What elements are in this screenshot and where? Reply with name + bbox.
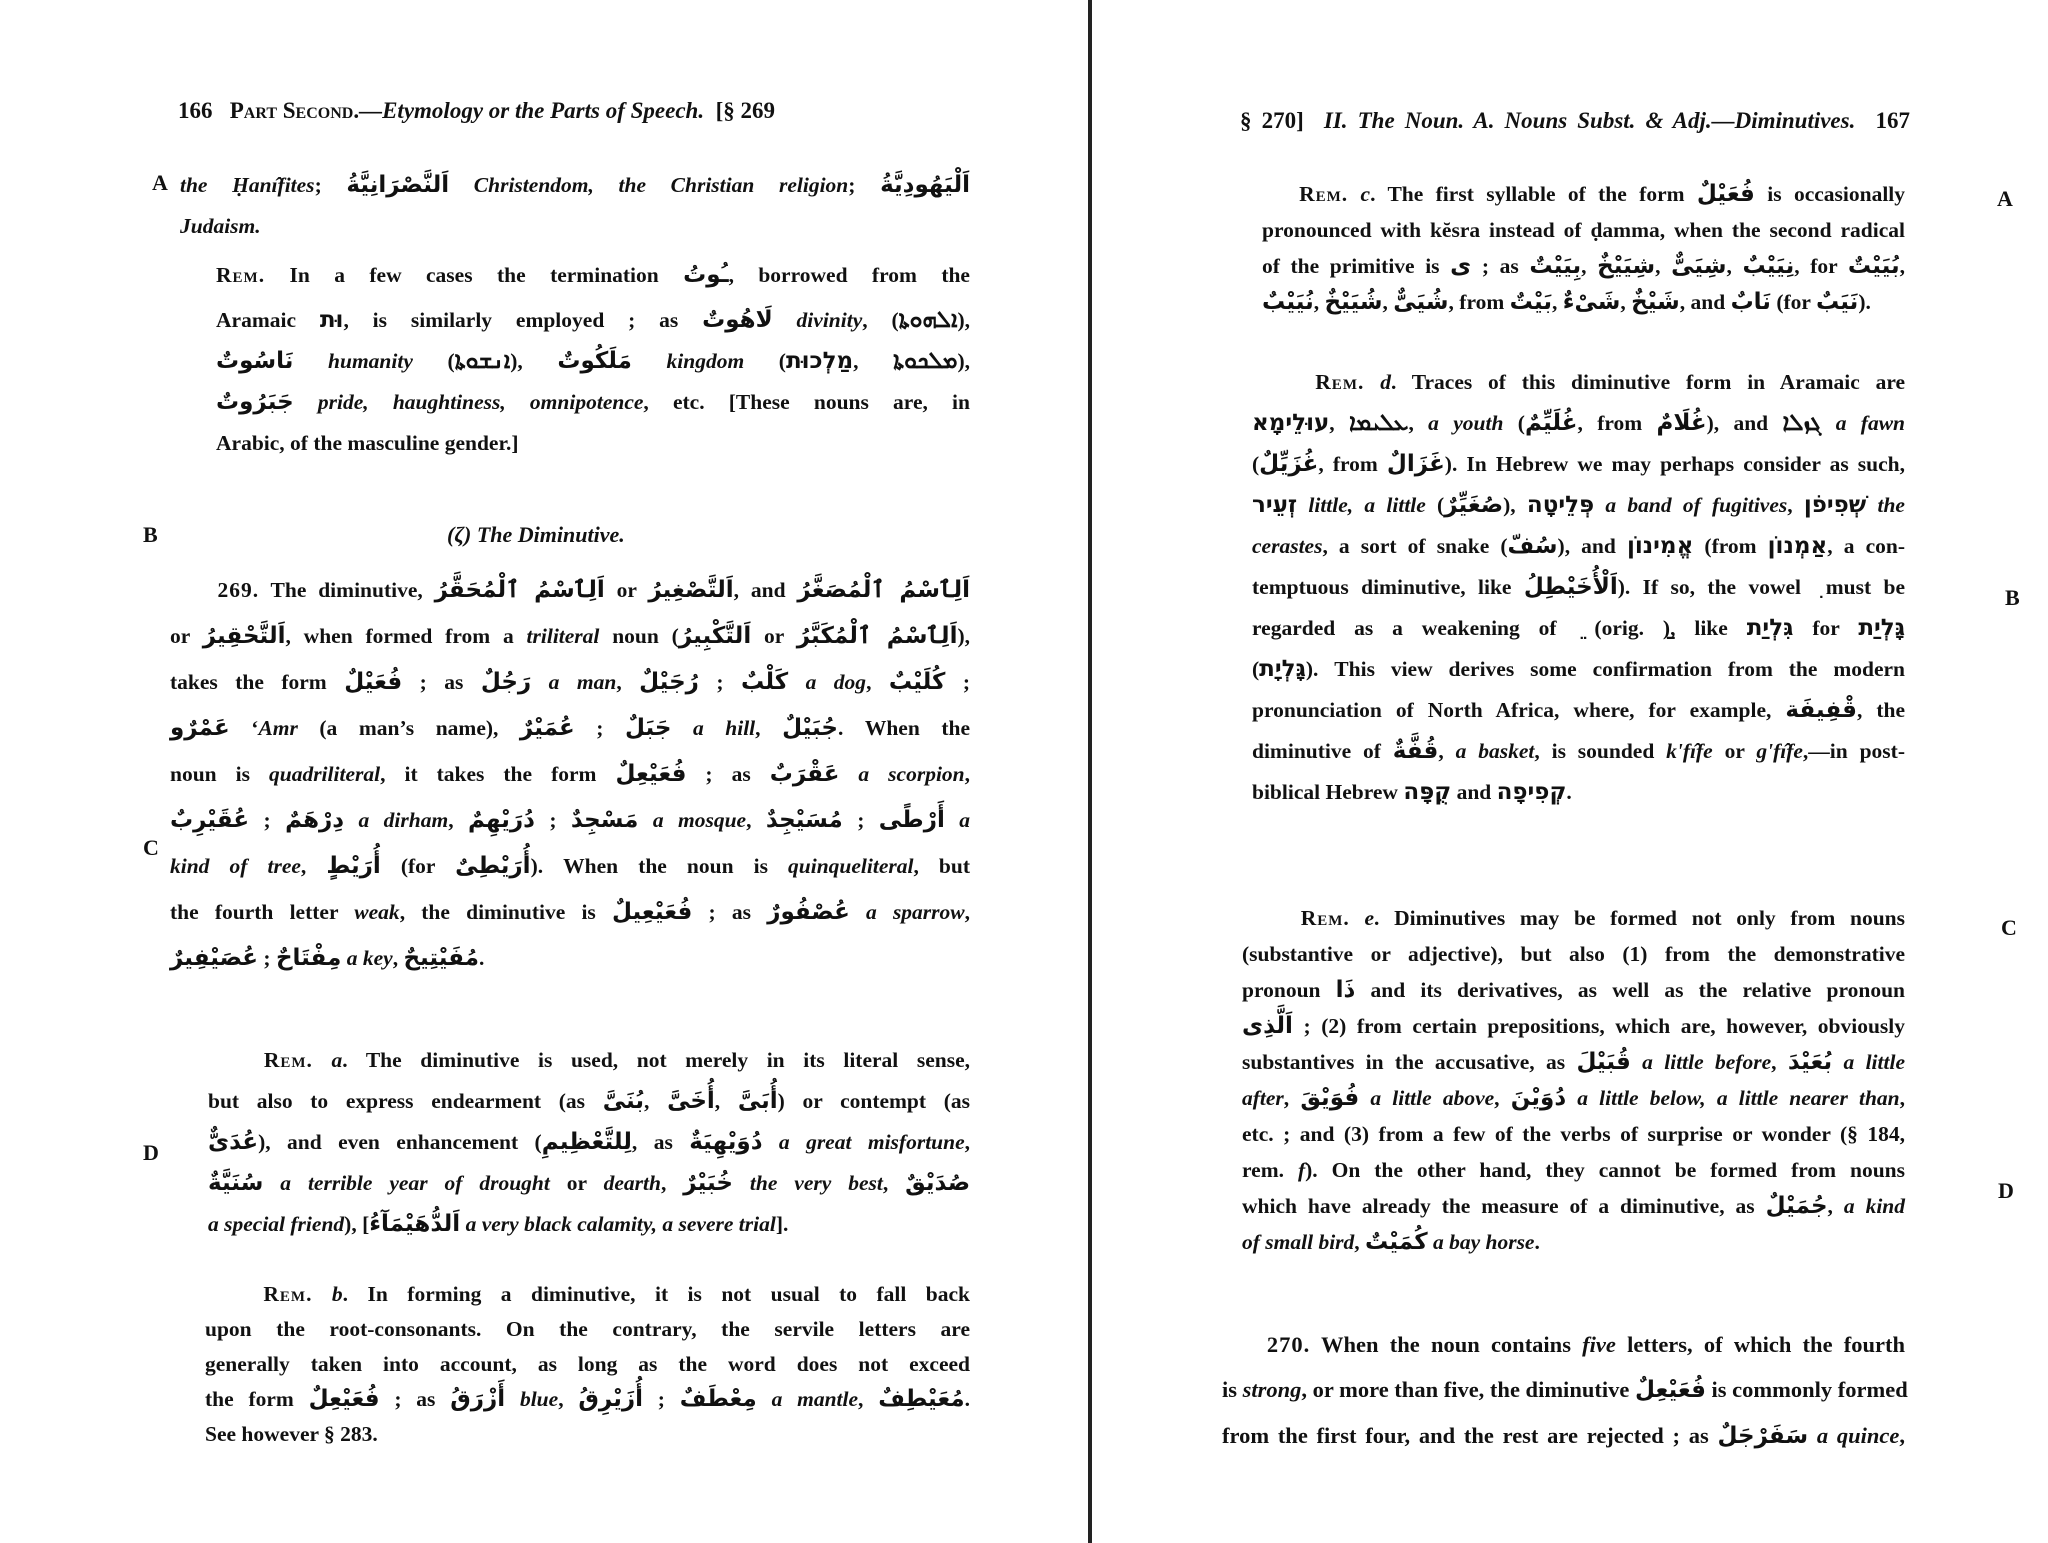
margin-letter-a: A <box>152 170 168 195</box>
section-title-text: (ζ) The Diminutive. <box>447 522 625 547</box>
left-rem-continued: Aramaic וּת, is similarly employed ; as لَاهُوتٌ divinity, (ܐܠܗܘܬܐ), نَاسُوتٌ humanity (ܐܢܫܘܬܐ), مَلَكُوتٌ kingdom (מַלְכוּת, ܡܠܟܘܬܐ), جَبَرُوتٌ pride, haughtiness, omnipotence, etc. [These nouns are, in Arabic, of the masculine gender.] <box>216 307 971 455</box>
left-header-part: Part Second. <box>229 98 360 123</box>
left-header-title: —Etymology or the Parts of Speech. <box>359 98 705 123</box>
left-page-number: 166 <box>178 98 213 123</box>
right-page-header <box>1240 108 1910 134</box>
left-intro-paragraph: the Ḥanı̂fites; اَلنَّصْرَانِيَّةُ Christendom, the Christian religion; اَلْيَهُودِيَّةُ Judaism. <box>180 172 970 238</box>
margin-letter-d: D <box>143 1140 159 1165</box>
rem-a-paragraph: Rem. a. The diminutive is used, not merely in its literal sense, but also to express endearment (as بُنَىَّ, أُخَىَّ, أُبَىَّ) or contempt (as عُدَىٌّ), and even enhancement (لِلتَّعْظِيمِ, as دُوَيْهِيَةٌ a great misfortune, سُنَيَّةٌ a terrible year of drought or dearth, خُبَيْرٌ the very best, صُدَيْقٌ a special friend), [اَلدُّهَيْمَآءُ a very black calamity, a severe trial]. <box>208 1048 971 1237</box>
right-page-number: 167 <box>1875 108 1910 133</box>
left-rem-paragraph: Rem. In a few cases the termination ـُوتُ, borrowed from the <box>216 262 970 288</box>
rem-b-paragraph: Rem. b. In forming a diminutive, it is not usual to fall back upon the root-consonants. On the contrary, the servile letters are generally taken into account, as long as the word does not exceed the form فُعَيْعِلٌ ; as أَزْرَقُ blue, أُزَيْرِقُ ; مِعْطَفٌ a mantle, مُعَيْطِفٌ. See however § 283. <box>205 1282 971 1446</box>
right-margin-letter-c: C <box>2001 915 2017 940</box>
margin-letter-b: B <box>143 522 158 547</box>
left-header-section: [§ 269 <box>715 98 775 123</box>
rem-d-paragraph: Rem. d. Traces of this diminutive form in Aramaic are עוּלֵימָא, ܥܠܝܡܐ, a youth (غُلَيِّمٌ, from غُلَامٌ), and ܓܙܠܐ a fawn (غُزَيِّلٌ, from غَزَالٌ). In Hebrew we may perhaps consider as such, זְעֵיר little, a little (صُغَيِّرٌ), פְּלֵיטָה a band of fugitives, שְׁפִיפֹן the cerastes, a sort of snake (سُفّ), and אֱמִינוֹן (from אַמְנוֹן, a con- temptuous diminutive, like اَلْأُخَيْطِلُ). If so, the vowel must be regarded as a weakening of (orig. ), like גִּלְיַת for גָּלְיַת (גָּלְיָת). This view derives some confirmation from the modern pronunciation of North Africa, where, for example, قْفِيفَة, the diminutive of قُفَّةٌ, a basket, is sounded k'fı̂fe or g'fı̂fe,—in post- biblical Hebrew קֻפָּה and קְפִיפָה. <box>1252 370 1906 805</box>
margin-letter-c: C <box>143 835 159 860</box>
left-page-header <box>178 98 775 124</box>
paragraph-269: 269. The diminutive, اَلِٱسْمُ ٱلْمُحَقَّرُ or اَلتَّصْغِيرُ, and اَلِٱسْمُ ٱلْمُصَغَّرُ or اَلتَّحْقِيرُ, when formed from a triliteral noun (اَلتَّكْبِيرُ or اَلِٱسْمُ ٱلْمُكَبَّرُ), takes the form فُعَيْلٌ ; as رَجُلٌ a man, رُجَيْلٌ ; كَلْبٌ a dog, كُلَيْبٌ ; عَمْرٌو ‘Amr (a man’s name), عُمَيْرٌ ; جَبَلٌ a hill, جُبَيْلٌ. When the noun is quadriliteral, it takes the form فُعَيْعِلٌ ; as عَقْرَبٌ a scorpion, عُقَيْرِبٌ ; دِرْهَمٌ a dirham, دُرَيْهِمٌ ; مَسْجِدٌ a mosque, مُسَيْجِدٌ ; أَرْطًى a kind of tree, أُرَيْطٍ (for أُرَيْطِىٌ). When the noun is quinqueliteral, but the fourth letter weak, the diminutive is فُعَيْعِيلٌ ; as عُصْفُورٌ a sparrow, عُصَيْفِيرٌ ; مِفْتَاحٌ a key, مُفَيْتِيحٌ. <box>170 577 971 971</box>
right-margin-letter-a: A <box>1997 186 2013 211</box>
section-title-diminutive <box>447 522 625 548</box>
right-margin-letter-d: D <box>1998 1178 2014 1203</box>
rem-c-paragraph: Rem. c. The first syllable of the form فُعَيْلٌ is occasionally pronounced with kĕsra instead of ḍamma, when the second radical of the primitive is ى ; as بِيَيْتٌ, شِيَيْخٌ, شِيَىٌّ, نِيَيْبٌ, for بُيَيْتٌ, نُيَيْبٌ, شُيَيْخٌ, شُيَىٌّ, from بَيْتٌ, شَىْءٌ, شَيْخٌ, and نَابٌ (for نَيَبٌ). <box>1262 181 1906 315</box>
right-page <box>1092 0 2048 1543</box>
right-header-section: § 270] <box>1240 108 1304 133</box>
rem-e-paragraph: Rem. e. Diminutives may be formed not only from nouns (substantive or adjective), but also (1) from the demonstrative pronoun ذَا and its derivatives, as well as the relative pronoun اَلَّذِى ; (2) from certain prepositions, which are, however, obviously substantives in the accusative, as قُبَيْلَ a little before, بُعَيْدَ a little after, فُوَيْقَ a little above, دُوَيْنَ a little below, a little nearer than, etc. ; and (3) from a few of the verbs of surprise or wonder (§ 184, rem. f). On the other hand, they cannot be formed from nouns which have already the measure of a diminutive, as جُمَيْلٌ, a kind of small bird, كُمَيْتٌ a bay horse. <box>1242 906 1906 1255</box>
right-margin-letter-b: B <box>2005 585 2020 610</box>
paragraph-270: 270. When the noun contains five letters, of which the fourth is strong, or more than five, the diminutive فُعَيْعِلٌ is commonly formed from the first four, and the rest are rejected ; as سَفَرْجَلٌ a quince, <box>1222 1332 1908 1449</box>
right-header-title: II. The Noun. A. Nouns Subst. & Adj.—Diminutives. <box>1323 108 1856 133</box>
